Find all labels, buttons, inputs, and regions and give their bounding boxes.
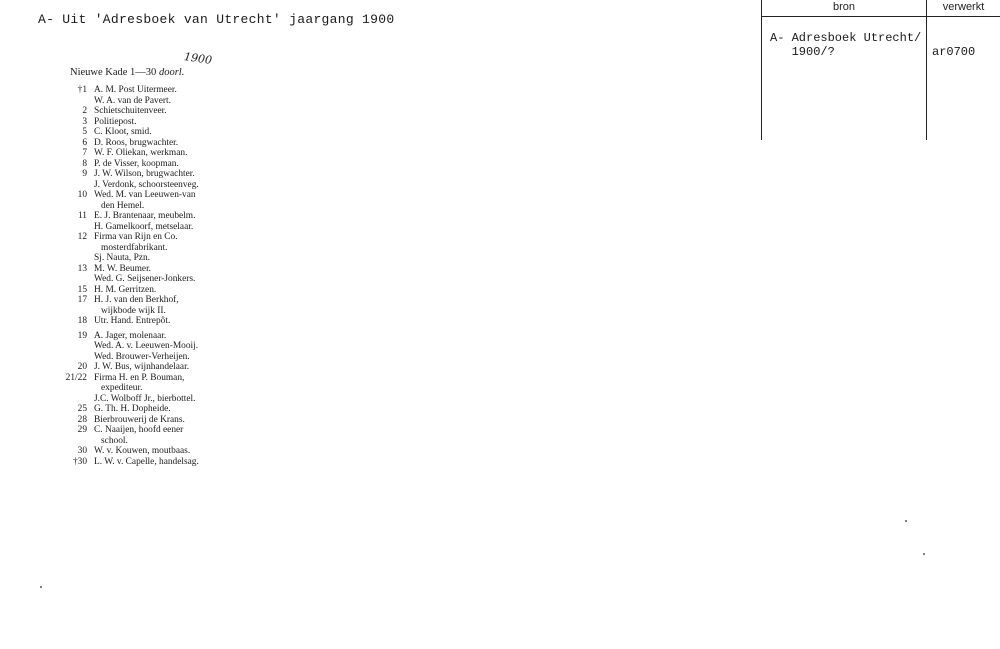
house-number [62,306,94,317]
house-number [62,180,94,191]
resident-text: P. de Visser, koopman. [94,158,179,169]
resident-text: Firma van Rijn en Co. [94,232,178,242]
resident-text: H. Gamelkoorf, metselaar. [94,221,194,232]
street-heading [70,67,184,78]
house-number [62,201,94,212]
house-number [62,383,94,394]
resident-text: J.C. Wolboff Jr., bierbottel. [94,393,196,404]
address-entry [62,316,262,327]
resident-text: M. W. Beumer. [94,263,152,274]
house-number: 8 [82,158,87,169]
house-number: 3 [82,116,87,127]
address-entry [62,362,262,373]
resident-text: Politiepost. [94,116,137,127]
resident-text: H. J. van den Berkhof, [94,295,179,305]
address-entries [62,85,262,467]
address-entry [62,127,262,138]
address-entry [62,415,262,426]
resident-text: L. W. v. Capelle, handelsag. [94,456,199,467]
address-entry [62,159,262,170]
address-entry [62,117,262,128]
resident-text: C. Kloot, smid. [94,127,152,137]
house-number: 15 [77,284,87,295]
column-header-verwerkt: verwerkt [942,1,985,13]
house-number: 25 [77,404,87,414]
house-number [62,274,94,285]
house-number: 9 [82,169,87,179]
resident-text: J. W. Bus, wijnhandelaar. [94,362,190,372]
house-number [62,352,94,363]
address-entry [62,222,262,233]
house-number: 10 [77,190,87,200]
resident-text: Wed. G. Seijsener-Jonkers. [94,274,196,284]
address-entry [62,373,262,384]
house-number: †1 [77,85,87,95]
street-name: Nieuwe Kade 1—30 [70,67,157,78]
source-table [761,0,1000,140]
resident-text: Schietschuitenveer. [94,106,167,116]
address-entry [62,253,262,264]
address-entry [62,436,262,447]
address-entry [62,285,262,296]
address-entry [62,148,262,159]
bron-value: A- Adresboek Utrecht/ 1900/? [770,31,922,59]
address-entry [62,295,262,306]
house-number: 19 [77,330,87,341]
resident-text: W. A. van de Pavert. [94,95,171,106]
resident-text: wijkbode wijk II. [94,305,166,316]
resident-text: A. Jager, molenaar. [94,330,167,341]
resident-text: D. Roos, brugwachter. [94,137,179,148]
address-entry [62,169,262,180]
house-number: 21/22 [65,372,87,383]
house-number: 7 [82,148,87,158]
resident-text: Firma H. en P. Bouman, [94,372,185,383]
address-entry [62,264,262,275]
house-number [62,253,94,264]
house-number: †30 [72,456,87,467]
address-entry [62,106,262,117]
resident-text: school. [94,435,128,446]
column-header-bron: bron [832,1,856,13]
address-entry [62,243,262,254]
house-number [62,394,94,405]
resident-text: mosterdfabrikant. [94,242,168,253]
address-entry [62,274,262,285]
address-entry [62,457,262,468]
house-number [62,436,94,447]
resident-text: E. J. Brantenaar, meubelm. [94,211,196,221]
address-entry [62,211,262,222]
house-number: 20 [77,362,87,372]
house-number: 11 [77,211,87,221]
document-header: A- Uit 'Adresboek van Utrecht' jaargang 1900 [38,12,395,27]
house-number: 28 [77,414,87,425]
address-entry [62,180,262,191]
resident-text: J. W. Wilson, brugwachter. [94,169,195,179]
address-entry [62,85,262,96]
resident-text: G. Th. H. Dopheide. [94,404,171,414]
house-number: 13 [77,263,87,274]
address-entry [62,446,262,457]
address-entry [62,306,262,317]
house-number: 6 [82,137,87,148]
address-entry [62,394,262,405]
house-number: 30 [77,446,87,456]
resident-text: Sj. Nauta, Pzn. [94,253,150,263]
resident-text: W. F. Oliekan, werkman. [94,148,188,158]
address-entry [62,383,262,394]
scan-speck [923,553,925,555]
address-entry [62,404,262,415]
resident-text: Wed. M. van Leeuwen-van [94,190,196,200]
resident-text: expediteur. [94,383,143,393]
address-entry [62,138,262,149]
address-entry [62,331,262,342]
house-number [62,341,94,352]
resident-text: Wed. Brouwer-Verheijen. [94,351,190,362]
verwerkt-value: ar0700 [932,45,976,59]
house-number: 12 [77,232,87,242]
house-number [62,243,94,254]
address-entry [62,232,262,243]
resident-text: Wed. A. v. Leeuwen-Mooij. [94,341,199,351]
house-number: 2 [82,106,87,116]
address-entry [62,341,262,352]
address-entry [62,96,262,107]
resident-text: den Hemel. [94,200,145,211]
resident-text: Bierbrouwerij de Krans. [94,414,185,425]
table-left-border [761,0,762,140]
address-entry [62,425,262,436]
street-note: doorl. [158,67,185,78]
resident-text: C. Naaijen, hoofd eener [94,425,184,435]
resident-text: J. Verdonk, schoorsteenveg. [94,179,199,190]
scan-speck [40,586,42,588]
scan-speck [905,520,907,522]
house-number [62,96,94,107]
address-entry [62,190,262,201]
table-header-divider [761,16,1000,17]
house-number: 5 [82,127,87,137]
resident-text: Utr. Hand. Entrepôt. [94,316,171,326]
house-number [62,222,94,233]
table-column-divider [926,0,927,140]
address-entry [62,201,262,212]
house-number: 18 [77,316,87,326]
resident-text: H. M. Gerritzen. [94,284,157,295]
house-number: 29 [77,425,87,435]
handwritten-year: 1900 [183,50,213,67]
resident-text: A. M. Post Uitermeer. [94,85,177,95]
house-number: 17 [77,295,87,305]
resident-text: W. v. Kouwen, moutbaas. [94,446,191,456]
address-entry [62,352,262,363]
